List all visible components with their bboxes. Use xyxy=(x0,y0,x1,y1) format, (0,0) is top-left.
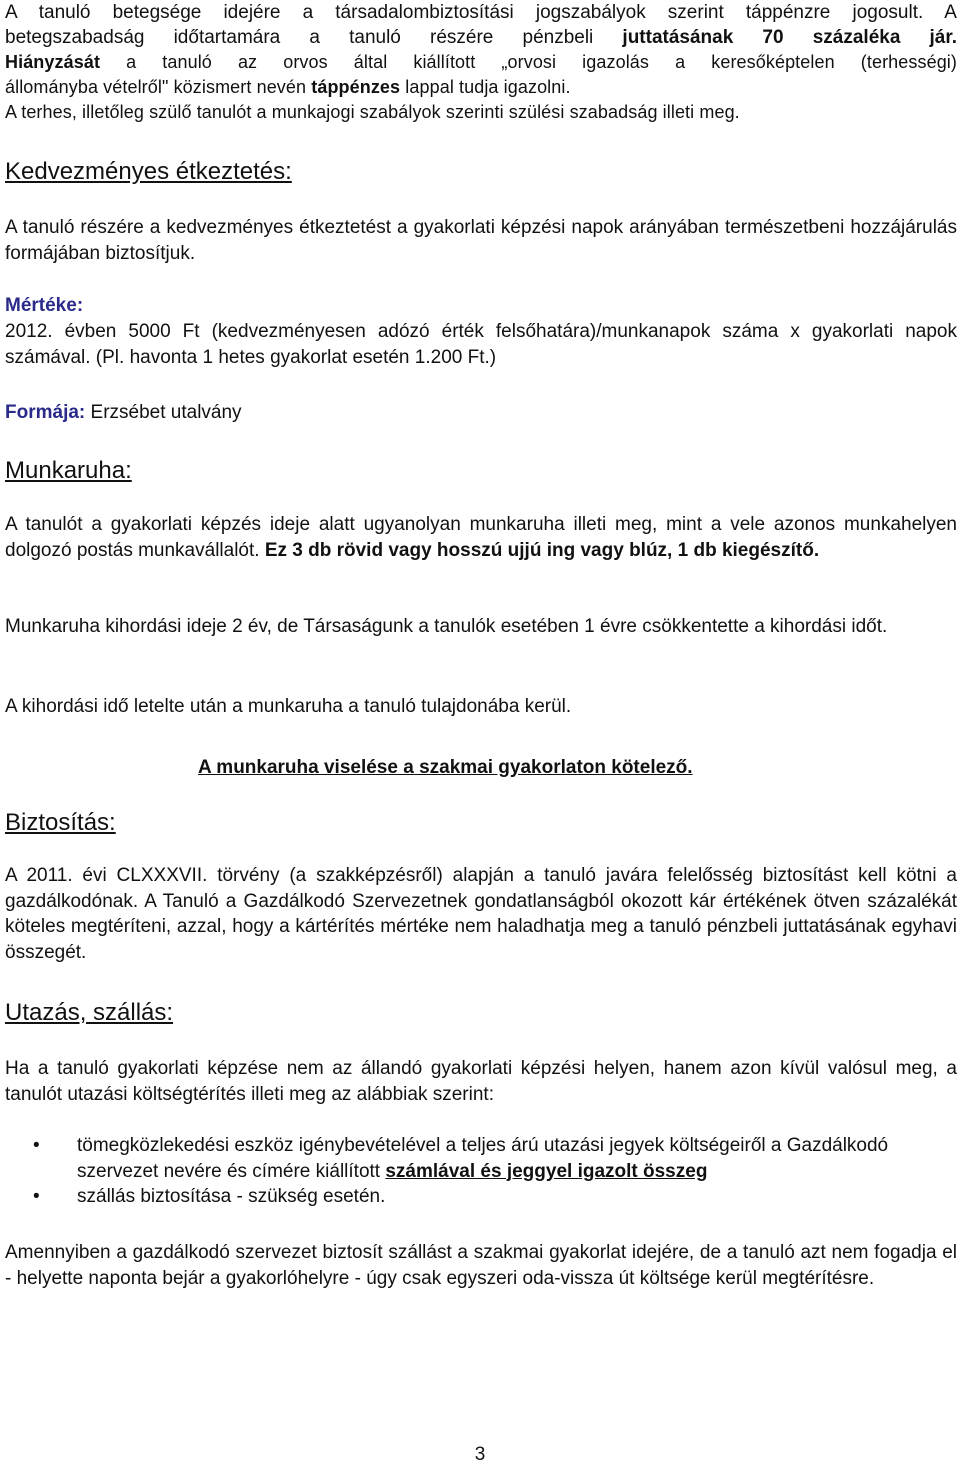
sick-pay-line-4-end: lappal tudja igazolni. xyxy=(400,77,571,97)
insurance-paragraph: A 2011. évi CLXXXVII. törvény (a szakképzésről) alapján a tanuló javára felelősség biztosítást kell kötni a gazdálkodónak. A Tanuló a Gazdálkodó Szervezetnek gondatlanságból okozott kár értékének ötven százalékát köteles megtéríteni, azzal, hogy a kártérítés mértéke nem haladhatja meg a tanuló pénzbeli juttatásának egyhavi összegét. xyxy=(5,865,957,963)
sick-pay-line-1: A tanuló betegsége idejére a társadalombiztosítási jogszabályok szerint táppénzre jogosult. A xyxy=(5,2,957,23)
sick-pay-section xyxy=(5,0,957,125)
travel-heading: Utazás, szállás: xyxy=(5,999,174,1026)
meals-heading: Kedvezményes étkeztetés: xyxy=(5,158,292,185)
bullet-icon: • xyxy=(33,1186,40,1207)
sick-pay-line-3 xyxy=(5,50,957,75)
page-number: 3 xyxy=(474,1444,486,1465)
absence-bold: Hiányzását xyxy=(5,52,101,72)
workwear-text: A tanulót a gyakorlati képzés ideje alatt ugyanolyan munkaruha illeti meg, mint a vele azonos munkahelyen dolgozó postás munkavállalót. xyxy=(5,514,957,561)
workwear-items-bold: Ez 3 db rövid vagy hosszú ujjú ing vagy blúz, 1 db kiegészítő. xyxy=(264,539,820,561)
sick-pay-percent: juttatásának 70 százaléka jár. xyxy=(622,27,957,48)
measure-label: Mértéke: xyxy=(5,295,84,316)
list-item-bold: számlával és jeggyel igazolt összeg xyxy=(385,1160,708,1182)
sick-pay-line-2-text: betegszabadság időtartamára a tanuló részére pénzbeli xyxy=(5,27,623,48)
bullet-icon: • xyxy=(33,1135,40,1156)
meals-measure-label xyxy=(5,293,83,319)
sick-pay-line-2 xyxy=(5,25,957,50)
travel-final-paragraph: Amennyiben a gazdálkodó szervezet biztosít szállást a szakmai gyakorlat idejére, de a tanuló azt nem fogadja el - helyette naponta bejár a gyakorlóhelyre - úgy csak egyszeri oda-vissza út költsége kerül megtérítésre. xyxy=(5,1242,957,1289)
maternity-line: A terhes, illetőleg szülő tanulót a munkajogi szabályok szerinti szülési szabadság illeti meg. xyxy=(5,102,740,122)
travel-list xyxy=(5,1133,957,1210)
meals-form xyxy=(5,400,242,426)
workwear-mandatory-text: A munkaruha viselése a szakmai gyakorlaton kötelező. xyxy=(198,757,693,778)
meals-measure-text: 2012. évben 5000 Ft (kedvezményesen adózó érték felsőhatára)/munkanapok száma x gyakorlati napok számával. (Pl. havonta 1 hetes gyakorlat esetén 1.200 Ft.) xyxy=(5,321,957,368)
meals-paragraph: A tanuló részére a kedvezményes étkeztetést a gyakorlati képzési napok arányában természetbeni hozzájárulás formájában biztosítjuk. xyxy=(5,217,957,264)
sick-pay-line-4 xyxy=(5,75,957,100)
form-label: Formája: xyxy=(5,402,86,423)
workwear-paragraph-3: A kihordási idő letelte után a munkaruha a tanuló tulajdonába kerül. xyxy=(5,696,572,717)
travel-paragraph: Ha a tanuló gyakorlati képzése nem az állandó gyakorlati képzési helyen, hanem azon kívül valósul meg, a tanulót utazási költségtérítés illeti meg az alábbiak szerint: xyxy=(5,1058,957,1105)
list-item-text: szállás biztosítása - szükség esetén. xyxy=(77,1186,386,1207)
list-item xyxy=(5,1133,957,1184)
workwear-paragraph-2: Munkaruha kihordási ideje 2 év, de Társaságunk a tanulók esetében 1 évre csökkentette a kihordási időt. xyxy=(5,616,888,637)
list-item-text: tömegközlekedési eszköz igénybevételével a teljes árú utazási jegyek költségeiről a Gazdálkodó szervezet nevére és címére kiállított xyxy=(77,1135,889,1182)
sick-pay-line-3-text: a tanuló az orvos által kiállított „orvosi igazolás a keresőképtelen (terhességi) xyxy=(100,52,957,72)
sick-leave-bold: táppénzes xyxy=(311,77,401,97)
form-value: Erzsébet utalvány xyxy=(85,402,242,423)
workwear-mandatory xyxy=(198,755,693,781)
list-item xyxy=(5,1184,957,1210)
workwear-paragraph-1 xyxy=(5,512,957,563)
sick-pay-line-4-text: állományba vételről" közismert nevén xyxy=(5,77,312,97)
workwear-heading: Munkaruha: xyxy=(5,457,132,484)
insurance-heading: Biztosítás: xyxy=(5,809,116,836)
